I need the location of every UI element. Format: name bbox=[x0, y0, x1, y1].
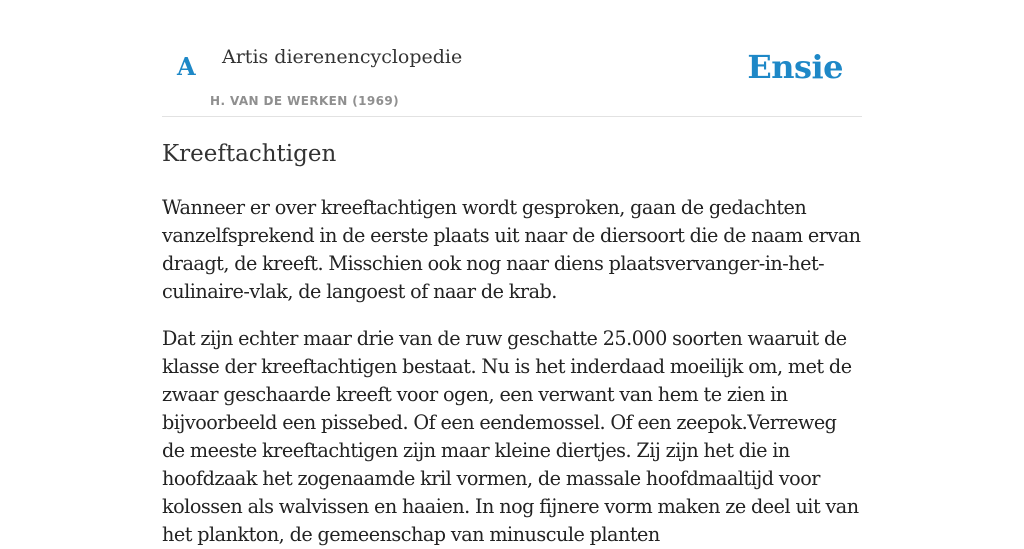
ensie-logo[interactable]: Ensie bbox=[747, 48, 843, 86]
article-title: Kreeftachtigen bbox=[162, 141, 337, 167]
book-author: H. VAN DE WERKEN (1969) bbox=[210, 94, 400, 108]
book-title-link[interactable]: Artis dierenencyclopedie bbox=[222, 46, 463, 68]
article-paragraph-2: Dat zijn echter maar drie van de ruw geschatte 25.000 soorten waaruit de klasse der kreeftachtigen bestaat. Nu is het inderdaad moeilijk om, met de zwaar geschaarde kreeft voor ogen, een verwant van hem te zien in bijvoorbeeld een pissebed. Of een eendemossel. Of een zeepok.Verreweg de meeste kreeftachtigen zijn maar kleine diertjes. Zij zijn het die in hoofdzaak het zogenaamde kril vormen, de massale hoofdmaaltijd voor kolossen als walvissen en haaien. In nog fijnere vorm maken ze deel uit van het plankton, de gemeenschap van minuscule planten bbox=[162, 327, 859, 546]
article-paragraph-1: Wanneer er over kreeftachtigen wordt gesproken, gaan de gedachten vanzelfsprekend in de eerste plaats uit naar de diersoort die de naam ervan draagt, de kreeft. Misschien ook nog naar diens plaatsvervanger-in-het-culinaire-vlak, de langoest of naar de krab. bbox=[162, 196, 861, 303]
article bbox=[162, 138, 864, 549]
article-body bbox=[162, 194, 864, 549]
page-header bbox=[162, 0, 862, 117]
encyclopedia-logo-letter[interactable]: A bbox=[177, 52, 196, 81]
